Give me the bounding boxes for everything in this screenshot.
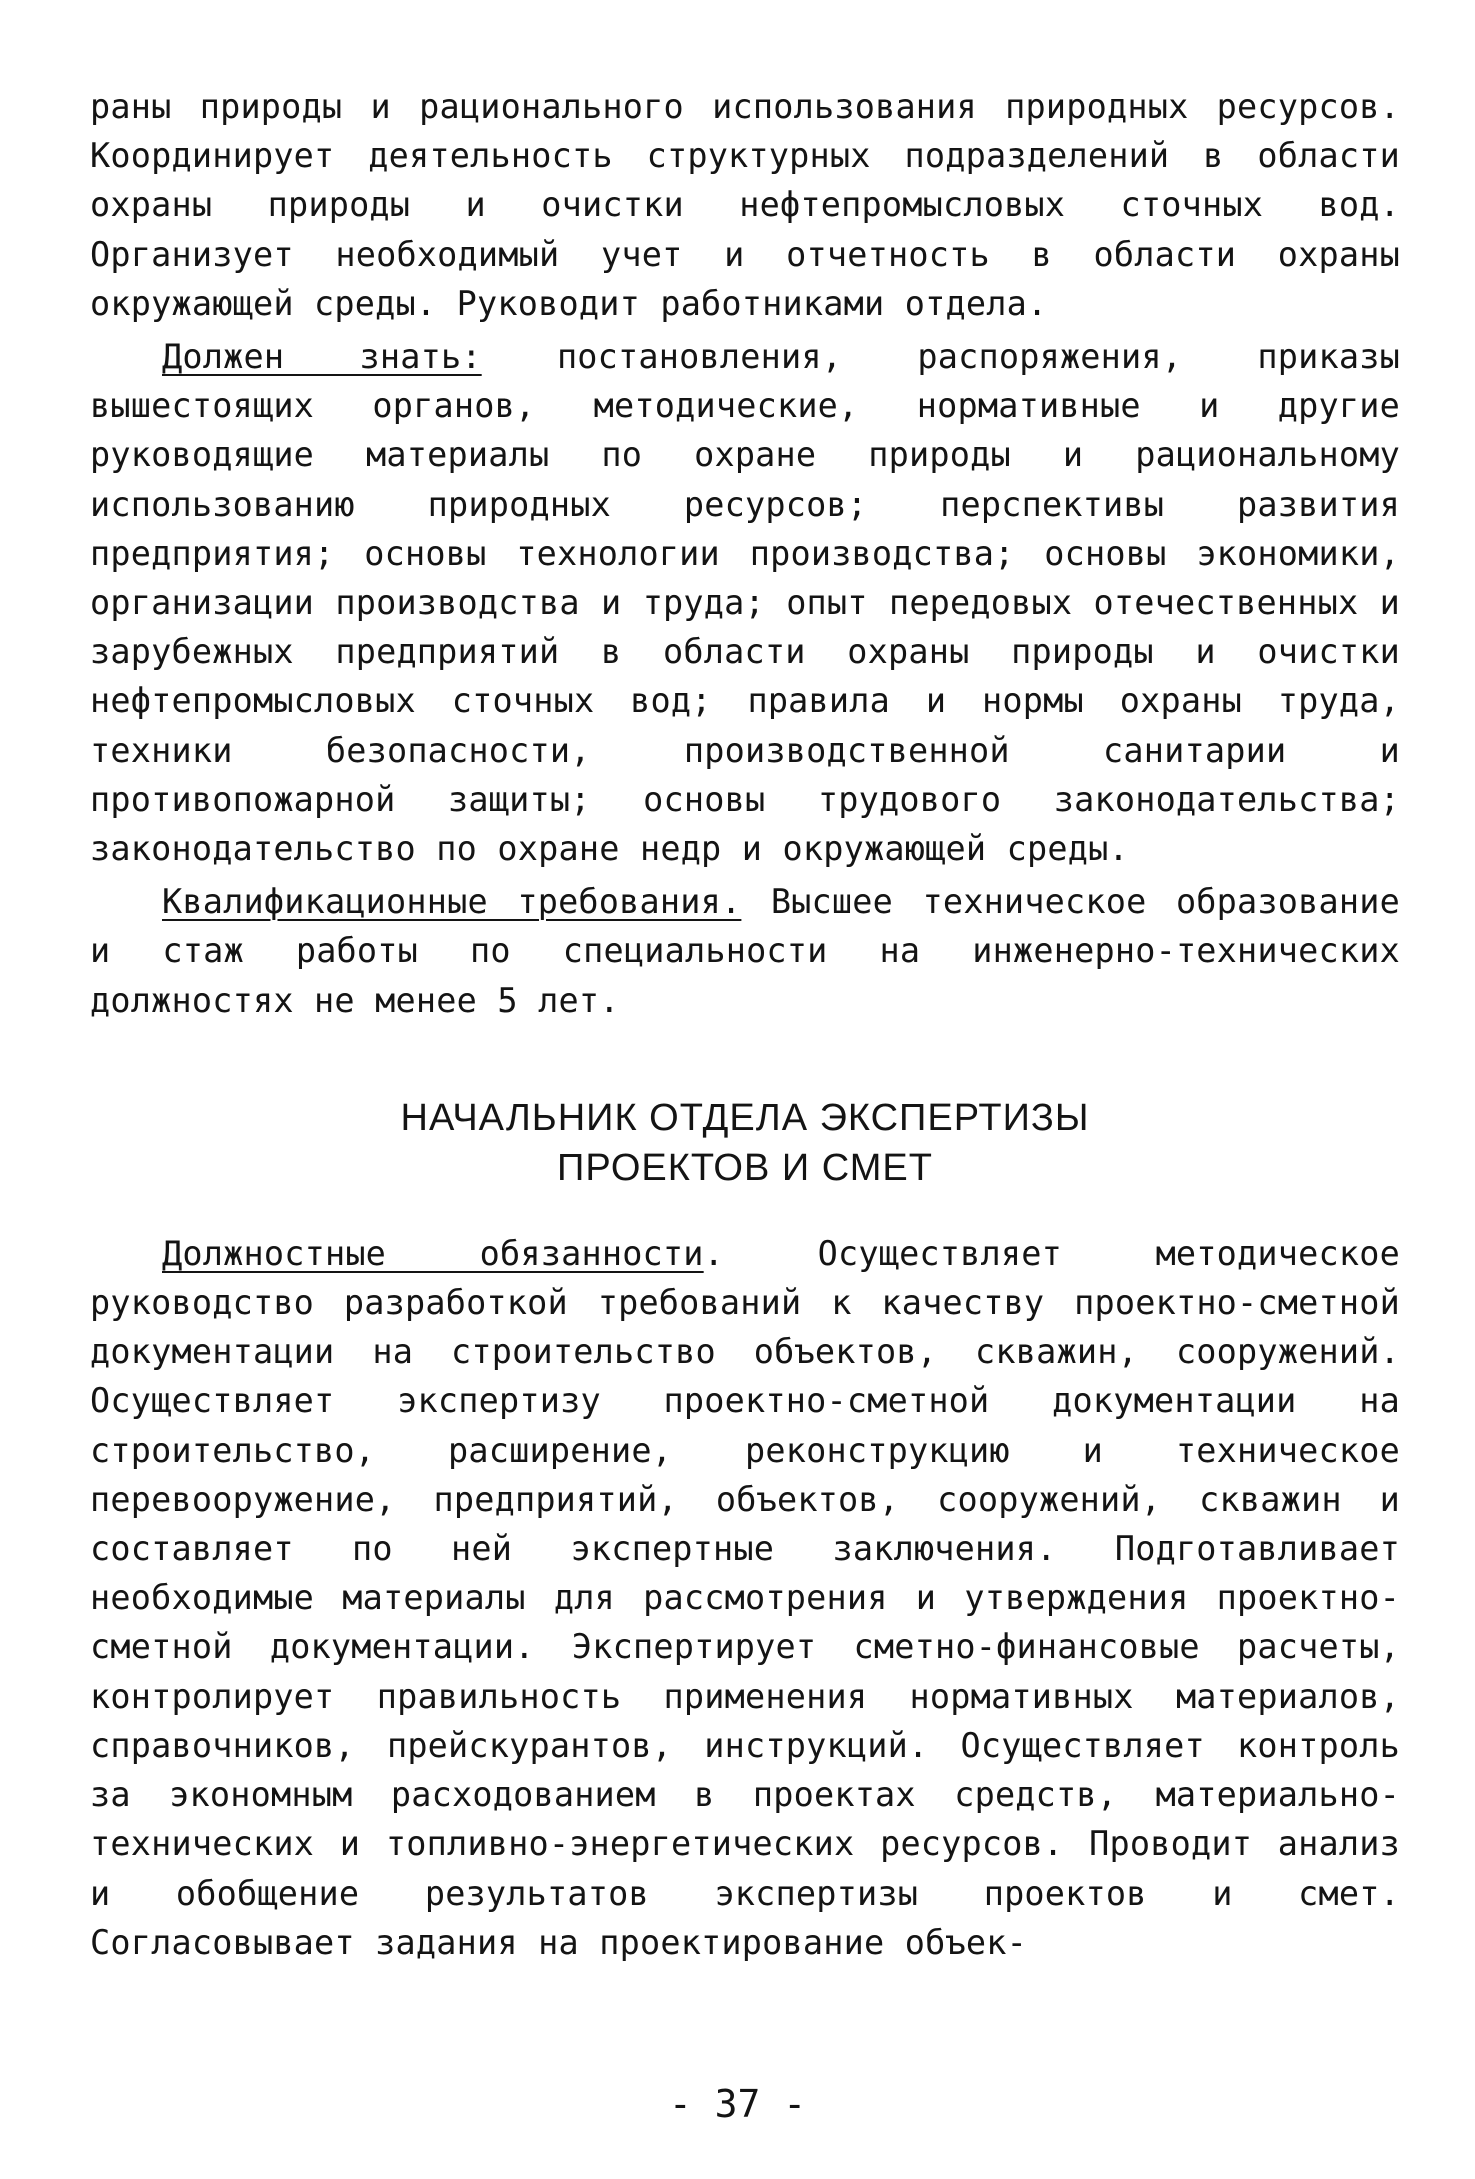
paragraph-continued [90,82,1400,328]
section-label-qualification: Квалификационные требования. [162,882,742,922]
section-label-duties: Должностные обязанности [162,1233,704,1273]
paragraph-text: постановления, распоряжения, приказы вышестоящих органов, методические, нормативные и другие руководящие материалы по охране природы и рациональному использованию природных ресурсов; перспективы развития предприятия; основы технологии производства; основы экономики, организации производства и труда; опыт передовых отечественных и зарубежных предприятий в области охраны природы и очистки нефтепромысловых сточных вод; правила и нормы охраны труда, техники безопасности, производственной санитарии и противопожарной защиты; основы трудового законодательства; законодательство по охране недр и окружающей среды. [90,337,1400,869]
paragraph-must-know [90,332,1400,873]
paragraph-text: раны природы и рационального использования природных ресурсов. Координирует деятельность структурных подразделений в области охраны природы и очистки нефтепромысловых сточных вод. Организует необходимый учет и отчетность в области охраны окружающей среды. Руководит работниками отдела. [90,87,1400,323]
section-heading [90,1093,1400,1193]
section-label-must-know: Должен знать: [162,337,482,377]
heading-line-1: НАЧАЛЬНИК ОТДЕЛА ЭКСПЕРТИЗЫ [400,1096,1090,1139]
document-page [90,82,1400,1967]
paragraph-qualification [90,877,1400,1025]
paragraph-text: Высшее техническое образование и стаж работы по специальности на инженерно-технических должностях не менее 5 лет. [90,882,1400,1020]
heading-line-2: ПРОЕКТОВ И СМЕТ [557,1146,933,1189]
paragraph-duties [90,1229,1400,1967]
paragraph-text: . Осуществляет методическое руководство разработкой требований к качеству проектно-сметной документации на строительство объектов, скважин, сооружений. Осуществляет экспертизу проектно-сметной документации на строительство, расширение, реконструкцию и техническое перевооружение, предприятий, объектов, сооружений, скважин и составляет по ней экспертные заключения. Подготавливает необходимые материалы для рассмотрения и утверждения проектно-сметной документации. Экспертирует сметно-финансовые расчеты, контролирует правильность применения нормативных материалов, справочников, прейскурантов, инструкций. Осуществляет контроль за экономным расходованием в проектах средств, материально-технических и топливно-энергетических ресурсов. Проводит анализ и обобщение результатов экспертизы проектов и смет. Согласовывает задания на проектирование объек- [90,1233,1400,1962]
page-number: - 37 - [668,2082,807,2126]
